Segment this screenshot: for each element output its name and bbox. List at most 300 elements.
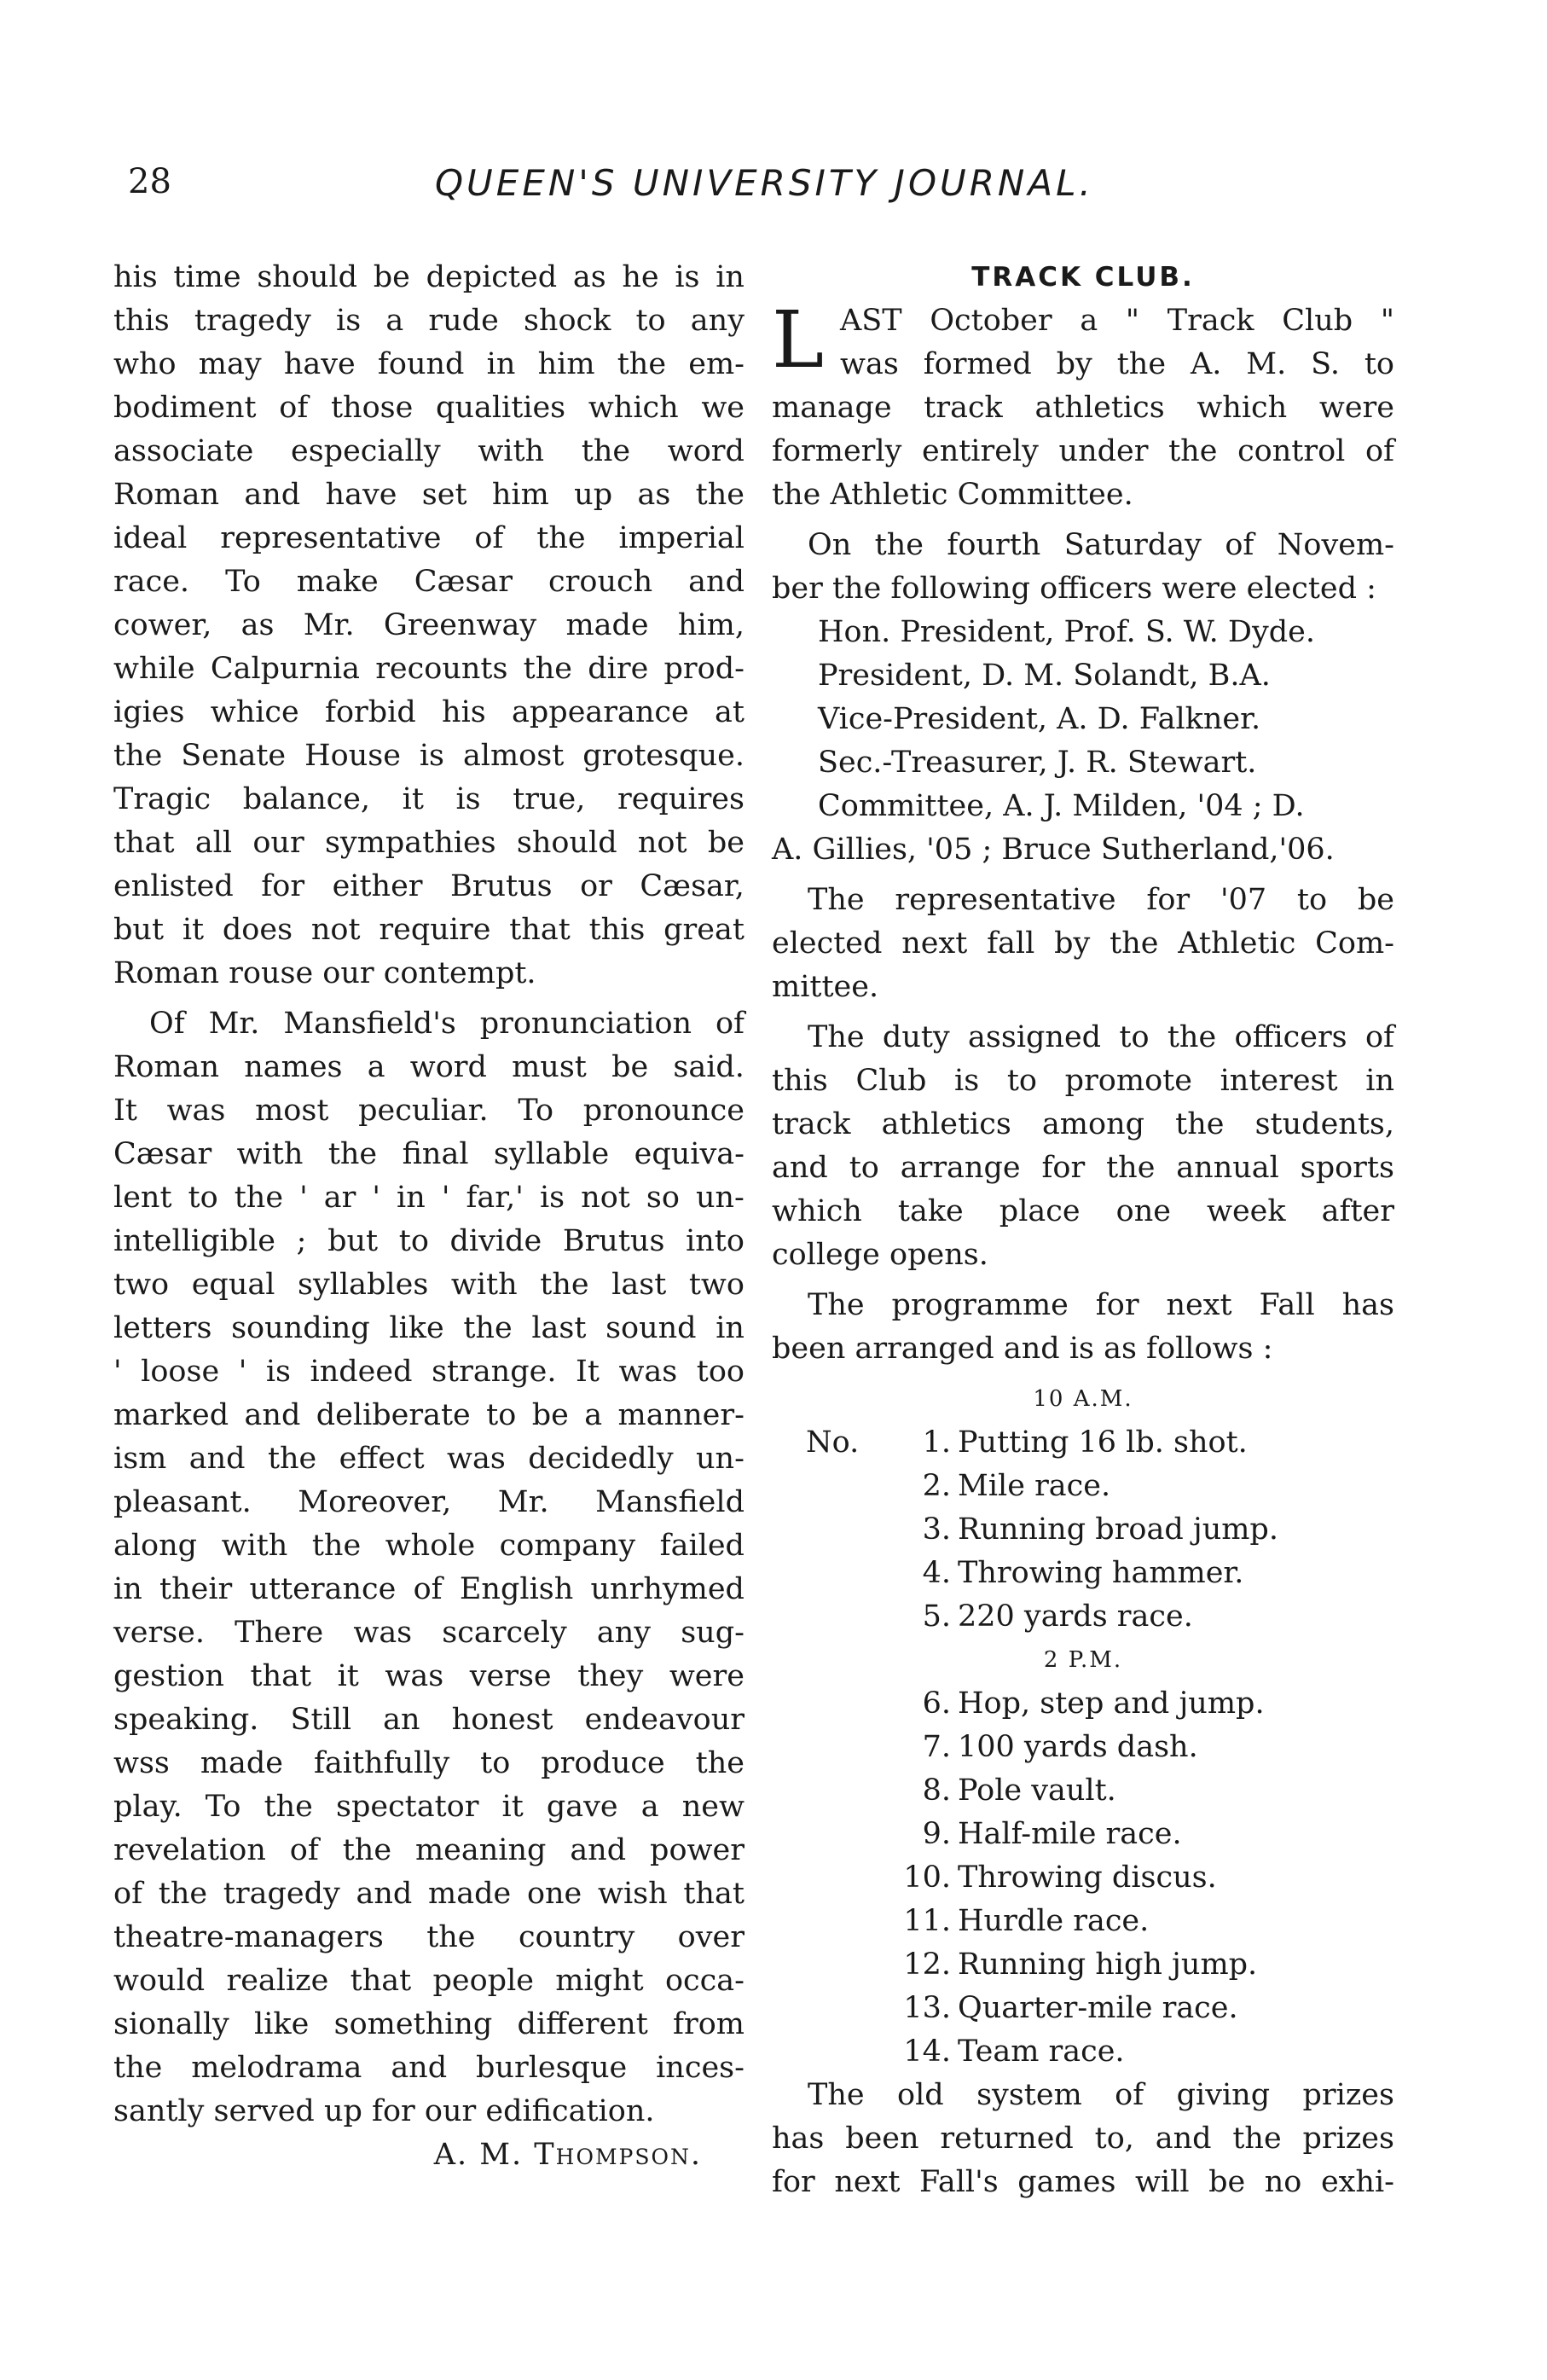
word: recounts <box>375 652 508 686</box>
word: representative <box>895 883 1116 917</box>
event-name: Running broad jump. <box>958 1512 1278 1547</box>
word: that <box>250 1659 312 1693</box>
right-column <box>772 256 1394 2204</box>
text-line: college opens. <box>772 1238 988 1272</box>
word: formed <box>923 347 1032 381</box>
word: qualities <box>436 391 566 425</box>
event-number: 13. <box>903 1991 951 2025</box>
text-line <box>113 1524 745 1568</box>
word: the <box>617 347 667 381</box>
word: em- <box>688 347 745 381</box>
word: AST <box>840 304 902 338</box>
word: for <box>1095 1288 1139 1322</box>
word: his <box>113 260 158 294</box>
word: word <box>667 434 745 468</box>
word: country <box>518 1920 635 1954</box>
word: the <box>426 1920 476 1954</box>
word: word <box>409 1050 487 1084</box>
word: pronounce <box>582 1094 745 1128</box>
word: fourth <box>947 528 1041 562</box>
word: with <box>221 1529 288 1563</box>
event-row <box>772 1943 1394 1987</box>
word: loose <box>141 1355 220 1389</box>
word: sionally <box>113 2007 229 2041</box>
page-number: 28 <box>128 162 171 201</box>
word: the <box>113 2051 163 2085</box>
word: like <box>254 2007 310 2041</box>
text-line <box>113 734 745 778</box>
word: promote <box>1064 1064 1192 1098</box>
word: of <box>413 1572 443 1606</box>
word: no <box>1264 2165 1302 2199</box>
word: Novem- <box>1277 528 1394 562</box>
word: too <box>696 1355 745 1389</box>
word: the <box>1106 1151 1156 1185</box>
text-line <box>113 1263 745 1307</box>
word: might <box>555 1964 644 1998</box>
word: Mansfield <box>595 1485 745 1519</box>
word: at <box>715 695 745 729</box>
event-name: Throwing hammer. <box>958 1556 1244 1590</box>
word: as <box>637 478 671 512</box>
word: strange. <box>432 1355 557 1389</box>
event-row <box>772 1726 1394 1769</box>
word: in <box>716 1311 745 1345</box>
word: the <box>327 1137 378 1171</box>
officer-entry: Committee, A. J. Milden, '04 ; D. <box>818 789 1305 823</box>
officer-entry: Hon. President, Prof. S. W. Dyde. <box>818 615 1315 649</box>
word: have <box>325 478 397 512</box>
event-number: 12. <box>903 1948 951 1982</box>
word: to, <box>1094 2122 1134 2156</box>
event-name: Half-mile race. <box>958 1817 1182 1851</box>
text-line <box>113 1655 745 1698</box>
word: company <box>499 1529 636 1563</box>
event-name: Hurdle race. <box>958 1904 1150 1938</box>
word: giving <box>1176 2078 1271 2112</box>
word: made <box>200 1746 284 1780</box>
word: to <box>188 1181 218 1215</box>
word: any <box>596 1616 652 1650</box>
word: by <box>1056 347 1092 381</box>
text-line <box>113 1307 745 1350</box>
word: the <box>311 1529 362 1563</box>
word: '07 <box>1220 883 1267 917</box>
word: among <box>1041 1107 1145 1141</box>
text-line <box>113 1829 745 1872</box>
word: but <box>113 913 165 947</box>
word: cower, <box>113 608 212 642</box>
word: entirely <box>921 434 1039 468</box>
word: that <box>509 913 571 947</box>
word: him, <box>677 608 745 642</box>
word: make <box>296 565 379 599</box>
event-row <box>772 2030 1394 2074</box>
word: appearance <box>512 695 689 729</box>
word: un- <box>696 1442 745 1476</box>
text-line <box>113 2046 745 2090</box>
word: Senate <box>181 739 287 773</box>
word: found <box>377 347 465 381</box>
text-line <box>772 1146 1394 1190</box>
word: manage <box>772 391 892 425</box>
word: as <box>240 608 275 642</box>
event-row <box>772 1552 1394 1595</box>
event-number: 5. <box>922 1599 951 1634</box>
word: Club <box>1282 304 1353 338</box>
word: his <box>442 695 486 729</box>
text-line <box>113 1611 745 1655</box>
word: of <box>474 521 504 555</box>
word: spectator <box>335 1790 479 1824</box>
word: unrhymed <box>590 1572 745 1606</box>
word: and <box>391 2051 448 2085</box>
event-number: 9. <box>922 1817 951 1851</box>
word: failed <box>659 1529 745 1563</box>
word: games <box>1017 2165 1116 2199</box>
text-line <box>113 299 745 343</box>
word: English <box>459 1572 574 1606</box>
word: ideal <box>113 521 188 555</box>
word: under <box>1058 434 1149 468</box>
word: divide <box>449 1224 542 1258</box>
word: elected <box>772 926 883 961</box>
word: The <box>808 883 865 917</box>
word: produce <box>541 1746 665 1780</box>
word: returned <box>940 2122 1074 2156</box>
text-line <box>113 1133 745 1176</box>
text-line: Roman rouse our contempt. <box>113 956 536 990</box>
event-number: 10. <box>903 1860 951 1895</box>
text-line <box>772 299 1394 343</box>
word: this <box>772 1064 828 1098</box>
word: verse. <box>113 1616 206 1650</box>
word: were <box>1318 391 1394 425</box>
word: one <box>1115 1194 1171 1228</box>
text-line <box>772 1103 1394 1146</box>
word: balance, <box>242 782 371 816</box>
word: any <box>690 304 745 338</box>
word: fall <box>987 926 1035 961</box>
word: old <box>897 2078 944 2112</box>
word: has <box>1341 1288 1394 1322</box>
word: their <box>159 1572 233 1606</box>
word: ar <box>323 1181 356 1215</box>
word: and <box>188 1442 246 1476</box>
word: House <box>304 739 401 773</box>
word: speaking. <box>113 1703 259 1737</box>
word: ; <box>296 1224 307 1258</box>
left-column <box>113 256 745 2177</box>
word: associate <box>113 434 254 468</box>
drop-cap: L <box>772 294 825 386</box>
word: ' <box>113 1355 122 1389</box>
word: that <box>113 826 175 860</box>
closing-paragraph <box>772 2074 1394 2204</box>
word: Roman <box>113 1050 220 1084</box>
word: Fall's <box>918 2165 999 2199</box>
word: must <box>512 1050 587 1084</box>
word: melodrama <box>191 2051 362 2085</box>
word: was <box>166 1094 226 1128</box>
text-line <box>113 1046 745 1089</box>
word: grotesque. <box>582 739 745 773</box>
paragraph-gap <box>772 1371 1394 1378</box>
event-row <box>772 1508 1394 1552</box>
word: this <box>113 304 170 338</box>
word: and <box>688 565 745 599</box>
word: the <box>581 434 631 468</box>
representative-paragraph <box>772 879 1394 1009</box>
word: to <box>849 1151 879 1185</box>
word: so <box>646 1181 680 1215</box>
text-line <box>113 1089 745 1133</box>
word: shock <box>523 304 611 338</box>
text-line <box>113 473 745 517</box>
word: the <box>113 739 163 773</box>
duty-paragraph <box>772 1016 1394 1277</box>
word: Fall <box>1259 1288 1315 1322</box>
word: he <box>622 260 659 294</box>
event-row <box>772 1900 1394 1943</box>
paragraph-gap <box>113 996 745 1002</box>
word: gestion <box>113 1659 224 1693</box>
word: sympathies <box>324 826 496 860</box>
word: whice <box>210 695 299 729</box>
word: be <box>611 1050 649 1084</box>
word: great <box>663 913 745 947</box>
text-line: the Athletic Committee. <box>772 478 1133 512</box>
text-line <box>113 1437 745 1481</box>
word: It <box>576 1355 600 1389</box>
paragraph-gap <box>772 517 1394 524</box>
word: to <box>398 1224 429 1258</box>
word: be <box>1208 2165 1246 2199</box>
word: made <box>565 608 649 642</box>
text-line <box>113 1568 745 1611</box>
word: one <box>526 1877 582 1911</box>
word: as <box>572 260 606 294</box>
word: crouch <box>548 565 653 599</box>
word: of <box>1364 1020 1394 1054</box>
text-line <box>113 1350 745 1394</box>
event-number: 1. <box>922 1425 951 1460</box>
text-line <box>113 1002 745 1046</box>
word: would <box>113 1964 206 1998</box>
word: formerly <box>772 434 902 468</box>
word: of <box>113 1877 143 1911</box>
word: to <box>1006 1064 1037 1098</box>
word: an <box>383 1703 420 1737</box>
word: to <box>486 1398 517 1432</box>
word: enlisted <box>113 869 234 903</box>
word: occa- <box>664 1964 745 1998</box>
word: of <box>1115 2078 1144 2112</box>
word: will <box>1134 2165 1190 2199</box>
word: not <box>581 1181 630 1215</box>
word: is <box>954 1064 980 1098</box>
word: two <box>688 1268 745 1302</box>
event-number: 2. <box>922 1469 951 1503</box>
word: the <box>342 1833 392 1867</box>
text-line <box>113 1394 745 1437</box>
word: but <box>327 1224 379 1258</box>
word: October <box>930 304 1052 338</box>
word: especially <box>291 434 441 468</box>
word: two <box>113 1268 170 1302</box>
page-header <box>128 162 1390 213</box>
event-row <box>772 1682 1394 1726</box>
event-name: Running high jump. <box>958 1948 1258 1982</box>
text-line <box>113 517 745 560</box>
text-line <box>113 908 745 952</box>
word: It <box>113 1094 137 1128</box>
event-row <box>772 1813 1394 1856</box>
intro-paragraph <box>772 294 1394 517</box>
word: and <box>1155 2122 1212 2156</box>
text-line <box>772 2117 1394 2161</box>
text-line <box>113 1481 745 1524</box>
text-line <box>772 1059 1394 1103</box>
word: Track <box>1167 304 1254 338</box>
event-name: Pole vault. <box>958 1773 1116 1808</box>
event-row <box>772 1769 1394 1813</box>
word: that <box>350 1964 412 1998</box>
election-paragraph <box>772 524 1394 611</box>
word: they <box>577 1659 644 1693</box>
review-paragraph <box>113 256 745 996</box>
word: is <box>265 1355 292 1389</box>
word: verse <box>469 1659 552 1693</box>
word: of <box>1364 434 1394 468</box>
word: interest <box>1220 1064 1338 1098</box>
word: " <box>1125 304 1140 338</box>
word: deliberate <box>316 1398 471 1432</box>
word: Greenway <box>383 608 537 642</box>
word: which <box>588 391 679 425</box>
event-row <box>772 1465 1394 1508</box>
event-name: Mile race. <box>958 1469 1111 1503</box>
officer-entry: Sec.-Treasurer, J. R. Stewart. <box>818 746 1257 780</box>
word: different <box>517 2007 648 2041</box>
text-line: ber the following officers were elected : <box>772 572 1376 606</box>
word: the <box>1232 2122 1282 2156</box>
word: indeed <box>310 1355 413 1389</box>
word: may <box>198 347 262 381</box>
event-row <box>772 1595 1394 1639</box>
word: S. <box>1311 347 1340 381</box>
word: M. <box>1246 347 1287 381</box>
event-name: Putting 16 lb. shot. <box>958 1425 1248 1460</box>
word: prizes <box>1302 2122 1394 2156</box>
word: place <box>999 1194 1081 1228</box>
text-line <box>113 691 745 734</box>
word: those <box>330 391 414 425</box>
word: a <box>584 1398 603 1432</box>
event-name: 220 yards race. <box>958 1599 1193 1634</box>
word: were <box>669 1659 745 1693</box>
word: and <box>570 1833 627 1867</box>
word: the <box>1167 1020 1217 1054</box>
word: intelligible <box>113 1224 276 1258</box>
text-line <box>113 778 745 821</box>
text-line <box>113 1959 745 2003</box>
word: track <box>772 1107 851 1141</box>
word: the <box>264 1790 313 1824</box>
word: it <box>337 1659 359 1693</box>
word: wss <box>113 1746 170 1780</box>
review-paragraph <box>113 1002 745 2133</box>
word: annual <box>1176 1151 1279 1185</box>
word: who <box>113 347 177 381</box>
word: does <box>222 913 293 947</box>
word: be <box>531 1398 569 1432</box>
word: made <box>428 1877 512 1911</box>
word: un- <box>695 1181 745 1215</box>
event-name: Hop, step and jump. <box>958 1686 1265 1721</box>
word: people <box>432 1964 534 1998</box>
word: like <box>389 1311 444 1345</box>
event-name: Team race. <box>958 2035 1125 2069</box>
word: be <box>1357 883 1394 917</box>
word: is <box>539 1181 565 1215</box>
word: require <box>379 913 491 947</box>
paragraph-gap <box>772 1009 1394 1016</box>
word: for <box>772 2165 815 2199</box>
word: gave <box>546 1790 618 1824</box>
word: whole <box>385 1529 476 1563</box>
word: Brutus <box>450 869 553 903</box>
word: manner- <box>617 1398 745 1432</box>
word: next <box>834 2165 901 2199</box>
word: with <box>478 434 545 468</box>
programme-paragraph <box>772 1284 1394 1371</box>
word: requires <box>617 782 745 816</box>
event-number: 4. <box>922 1556 951 1590</box>
word: for <box>1146 883 1191 917</box>
word: last <box>531 1311 587 1345</box>
word: the <box>1116 347 1167 381</box>
word: from <box>673 2007 745 2041</box>
word: this <box>588 913 646 947</box>
word: which <box>1196 391 1288 425</box>
event-number: 3. <box>922 1512 951 1547</box>
word: prod- <box>663 652 745 686</box>
word: him <box>491 478 549 512</box>
text-line <box>772 524 1394 567</box>
text-line <box>113 1916 745 1959</box>
text-line <box>113 430 745 473</box>
journal-title: QUEEN'S UNIVERSITY JOURNAL. <box>435 162 1094 204</box>
word: control <box>1237 434 1346 468</box>
event-name: 100 yards dash. <box>958 1730 1198 1764</box>
word: next <box>1166 1288 1232 1322</box>
text-line <box>772 1284 1394 1327</box>
word: in <box>113 1572 142 1606</box>
text-line <box>772 430 1394 473</box>
word: and <box>244 478 301 512</box>
text-line: been arranged and is as follows : <box>772 1332 1273 1366</box>
text-line <box>113 386 745 430</box>
word: not <box>310 913 361 947</box>
word: to <box>1119 1020 1150 1054</box>
word: to <box>1296 883 1328 917</box>
text-line: A. Gillies, '05 ; Bruce Sutherland,'06. <box>772 833 1335 867</box>
word: a <box>385 304 404 338</box>
author-signature: A. M. Thompson. <box>433 2138 702 2172</box>
word: by <box>1054 926 1091 961</box>
word: To <box>205 1790 241 1824</box>
